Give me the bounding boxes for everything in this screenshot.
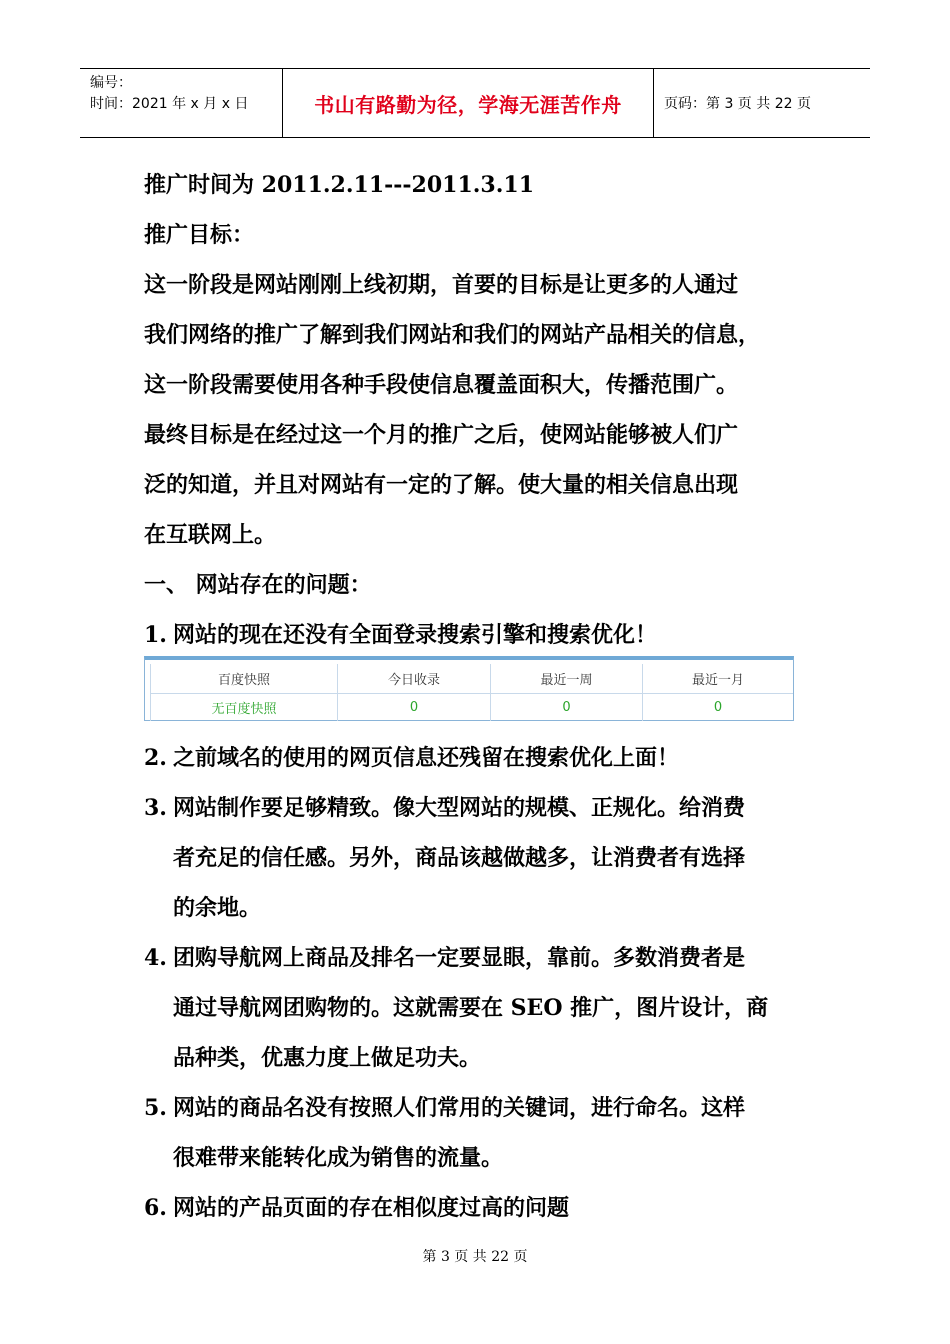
table-value-cell: 0 (642, 694, 793, 721)
goal-heading: 推广目标： (144, 222, 255, 248)
issue-line: 团购导航网上商品及排名一定要显眼，靠前。多数消费者是 (173, 945, 746, 971)
issue-line: 网站的现在还没有全面登录搜索引擎和搜索优化！ (173, 622, 658, 648)
header-motto: 书山有路勤为径，学海无涯苦作舟 (282, 69, 654, 137)
goal-line: 这一阶段需要使用各种手段使信息覆盖面积大，传播范围广。 (144, 372, 739, 398)
table-value-cell: 0 (337, 694, 490, 721)
goal-line: 最终目标是在经过这一个月的推广之后，使网站能够被人们广 (144, 422, 739, 448)
issue-line: 很难带来能转化成为销售的流量。 (173, 1145, 504, 1171)
header-number-label: 编号： (90, 75, 132, 91)
goal-line: 这一阶段是网站刚刚上线初期，首要的目标是让更多的人通过 (144, 272, 739, 298)
header-page-info: 页码：第 3 页 共 22 页 (664, 96, 811, 112)
issue-item-6 (144, 1183, 824, 1233)
table-header-row (151, 664, 793, 694)
table-row (151, 694, 793, 721)
promo-period: 推广时间为 2011.2.11---2011.3.11 (144, 172, 534, 198)
issue-line: 者充足的信任感。另外，商品该越做越多，让消费者有选择 (173, 845, 746, 871)
issue-line: 通过导航网团购物的。这就需要在 SEO 推广，图片设计，商 (173, 995, 769, 1021)
table-header-cell: 最近一周 (490, 664, 642, 693)
issue-line: 网站的商品名没有按照人们常用的关键词，进行命名。这样 (173, 1095, 746, 1121)
page-footer: 第 3 页 共 22 页 (422, 1249, 528, 1265)
table-value-cell: 0 (490, 694, 642, 721)
table-header-cell: 今日收录 (337, 664, 490, 693)
issues-heading: 一、 网站存在的问题： (144, 572, 372, 598)
snapshot-status-link[interactable]: 无百度快照 (211, 702, 277, 717)
issue-number: 6. (144, 1195, 167, 1221)
document-header (80, 68, 870, 138)
issue-number: 1. (144, 622, 167, 648)
issue-item-4 (144, 933, 824, 1083)
issue-item-5 (144, 1083, 824, 1183)
issue-number: 4. (144, 945, 167, 971)
issue-number: 5. (144, 1095, 167, 1121)
issue-line: 的余地。 (173, 895, 262, 921)
issue-line: 之前域名的使用的网页信息还残留在搜索优化上面！ (173, 745, 680, 771)
baidu-index-table (144, 656, 794, 721)
issue-line: 网站的产品页面的存在相似度过高的问题 (173, 1195, 570, 1221)
issue-number: 3. (144, 795, 167, 821)
issue-number: 2. (144, 745, 167, 771)
goal-description (144, 260, 824, 560)
issue-item-3 (144, 783, 824, 933)
goal-line: 在互联网上。 (144, 522, 277, 548)
table-header-cell: 最近一月 (642, 664, 793, 693)
goal-line: 我们网络的推广了解到我们网站和我们的网站产品相关的信息， (144, 322, 761, 348)
issue-line: 网站制作要足够精致。像大型网站的规模、正规化。给消费 (173, 795, 746, 821)
header-date-label: 时间：2021 年 x 月 x 日 (90, 96, 249, 112)
issue-line: 品种类，优惠力度上做足功夫。 (173, 1045, 482, 1071)
header-meta (80, 69, 282, 137)
table-header-cell: 百度快照 (217, 673, 270, 688)
goal-line: 泛的知道，并且对网站有一定的了解。使大量的相关信息出现 (144, 472, 739, 498)
issue-item-1 (144, 610, 824, 660)
issue-item-2 (144, 733, 824, 783)
